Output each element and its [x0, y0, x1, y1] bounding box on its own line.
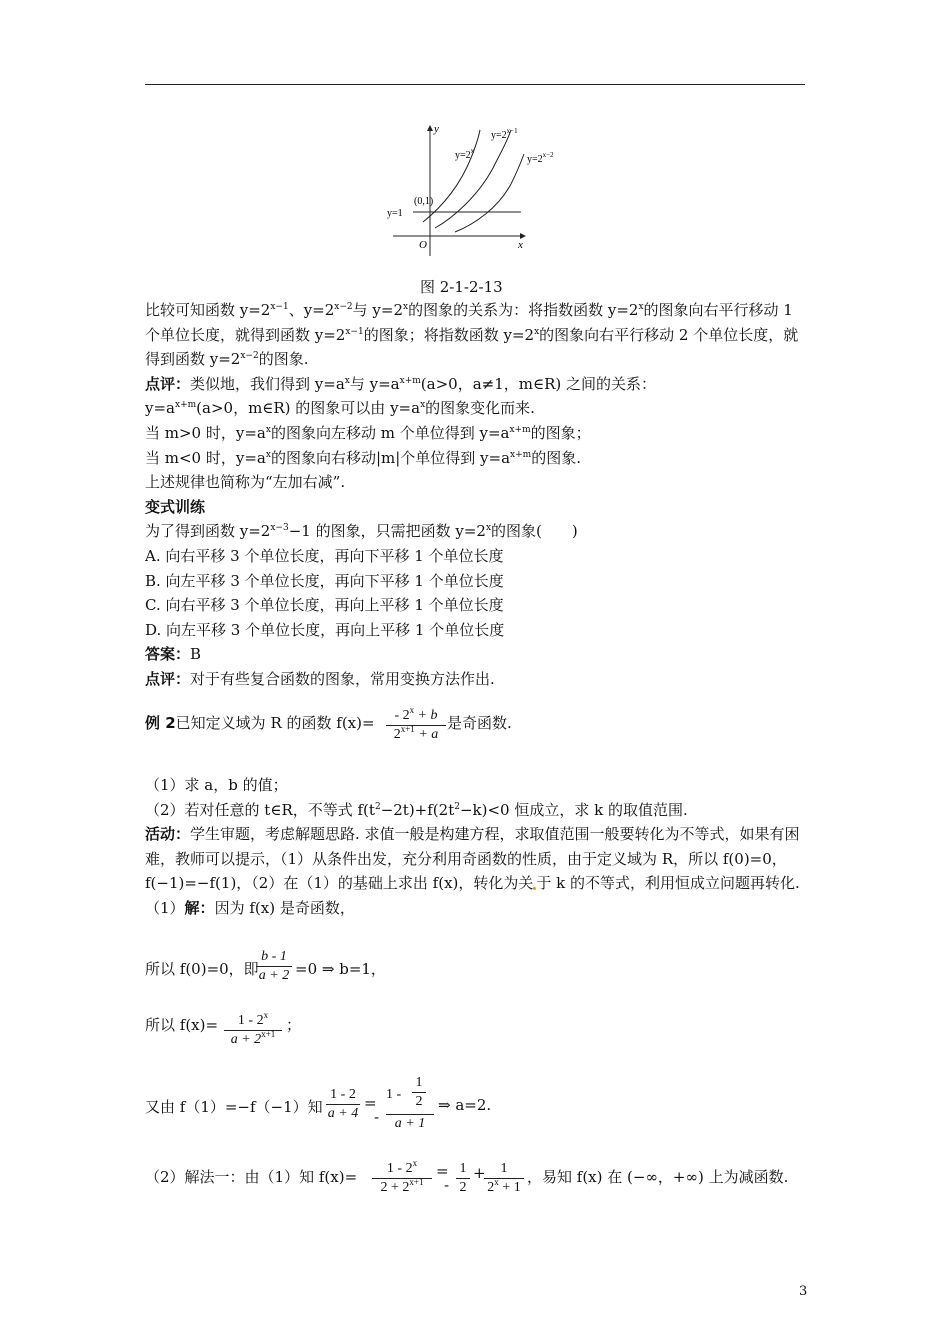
solution-line-5-tail: ，易知 f(x) 在 (−∞，+∞) 上为减函数. — [527, 1168, 789, 1186]
minus-sign: - — [374, 1108, 380, 1126]
origin-label: O — [419, 239, 427, 251]
point-label: (0,1) — [414, 196, 434, 207]
fraction-b: b - 1 a + 2 — [256, 948, 292, 985]
example2-body — [145, 773, 809, 921]
solution-line-2: 所以 f(0)=0，即 — [145, 960, 259, 978]
fraction-a4: 1 - 2 a + 4 — [327, 1087, 359, 1121]
solution-line-3-tail: ； — [286, 1016, 302, 1034]
question-2: （2）若对任意的 t∈R，不等式 $f(t^2-2t)+f(2t^2-k)<0$ 恒成立，求 k 的取值范围. — [145, 800, 688, 819]
fraction-half: 1 2 — [456, 1160, 470, 1197]
variant-heading: 变式训练 — [145, 497, 206, 516]
fraction-recip: 1 $2^x + 1$ — [484, 1160, 524, 1197]
header-rule — [145, 84, 805, 85]
example2-statement: 例 2已知定义域为 R 的函数 f(x)= — [145, 714, 375, 732]
example2-fraction: - $2^x + b$ $2^{x+1} + a$ — [386, 707, 446, 744]
review-line-3: 当 m>0 时，$y=a^x$的图象向左移动 m 个单位得到 $y=a^{x+m}$的图象； — [145, 423, 591, 442]
figure-caption: 图 2-1-2-13 — [420, 278, 503, 296]
example2-tail: 是奇函数. — [447, 714, 512, 732]
solution-line-5: （2）解法一：由（1）知 f(x)= — [145, 1168, 358, 1186]
question-1: （1）求 a，b 的值； — [145, 776, 288, 794]
variant-review: 点评：对于有些复合函数的图象，常用变换方法作出. — [145, 669, 495, 688]
review-line-5: 上述规律也简称为“左加右减”. — [145, 473, 346, 492]
solution-line-4: 又由 f（1）=−f（−1）知 — [145, 1098, 323, 1116]
plus-sign: + — [473, 1164, 486, 1182]
curve-c-label: $y=2^{x-2}$ — [527, 151, 554, 165]
variant-question: 为了得到函数 $y=2^{x-3}-1$ 的图象，只需把函数 $y=2^x$的图象( ) — [145, 522, 578, 541]
activity-paragraph: 活动：学生审题，考虑解题思路. 求值一般是构建方程，求取值范围一般要转化为不等式，如果有困难，教师可以提示，（1）从条件出发，充分利用奇函数的性质，由于定义域为 R，所以 f(0)=0，f(−1)=−f(1)，（2）在（1）的基础上求出 f(x)，转化为关 于 k 的不等式，利用恒成立问题再转化. — [145, 825, 800, 893]
option-a: A. 向右平移 3 个单位长度，再向下平移 1 个单位长度 — [145, 546, 504, 565]
solution-line-1: （1）解：因为 f(x) 是奇函数， — [145, 898, 355, 917]
answer-line: 答案：B — [145, 645, 202, 664]
curve-2x — [423, 130, 480, 222]
minus-sign-2: - — [444, 1176, 450, 1194]
fraction-fx-2: 1 - 2$^x$ $2 + 2^{x+1}$ — [372, 1160, 432, 1197]
exponential-graph — [383, 118, 573, 260]
option-c: C. 向右平移 3 个单位长度，再向上平移 1 个单位长度 — [145, 596, 504, 615]
x-axis-label: x — [518, 239, 523, 251]
option-b: B. 向左平移 3 个单位长度，再向下平移 1 个单位长度 — [145, 571, 504, 590]
review-line-4: 当 m<0 时，$y=a^x$的图象向右移动|m|个单位得到 $y=a^{x+m}$的图象. — [145, 448, 581, 467]
review-line-2: $y=a^{x+m}(a>0$，m∈R) 的图象可以由 $y=a^x$的图象变化而来. — [145, 399, 535, 418]
y1-label: y=1 — [387, 208, 403, 219]
curve-b-label: $y=2^{x-1}$ — [491, 127, 518, 141]
fraction-fx: 1 - 2$^x$ $a + 2^{x+1}$ — [224, 1012, 282, 1049]
fraction-nested: 1 - 1 2 a + 1 — [386, 1074, 434, 1133]
y-axis-label: y — [434, 123, 439, 135]
main-text — [145, 298, 809, 692]
solution-line-2-tail: =0 ⇒ b=1， — [295, 960, 386, 978]
curve-2x-2 — [455, 154, 524, 232]
review-line-1: 点评：类似地，我们得到 $y=a^x$与 $y=a^{x+m}(a>0$，a≠1，m∈R) 之间的关系： — [145, 374, 656, 393]
solution-line-4-tail: ⇒ a=2. — [438, 1096, 492, 1114]
comparison-paragraph: 比较可知函数 $y=2^{x-1}$、$y=2^{x-2}$与 $y=2^x$的图象的关系为：将指数函数 $y=2^x$的图象向右平行移动 1 个单位长度，就得到函数 $y=2^{x-1}$的图象；将指数函数 $y=2^x$的图象向右平行移动 2 个单位长度，就得到函数 $y=2^{x-2}$的图象. — [145, 301, 799, 369]
curve-2x-1 — [435, 130, 511, 228]
page-number: 3 — [799, 1284, 808, 1299]
equals-sign: = — [364, 1094, 377, 1112]
equals-sign-2: = — [436, 1162, 449, 1180]
solution-line-3: 所以 f(x)= — [145, 1016, 219, 1034]
curve-a-label: $y=2^x$ — [455, 147, 475, 161]
option-d: D. 向左平移 3 个单位长度，再向上平移 1 个单位长度 — [145, 620, 505, 639]
